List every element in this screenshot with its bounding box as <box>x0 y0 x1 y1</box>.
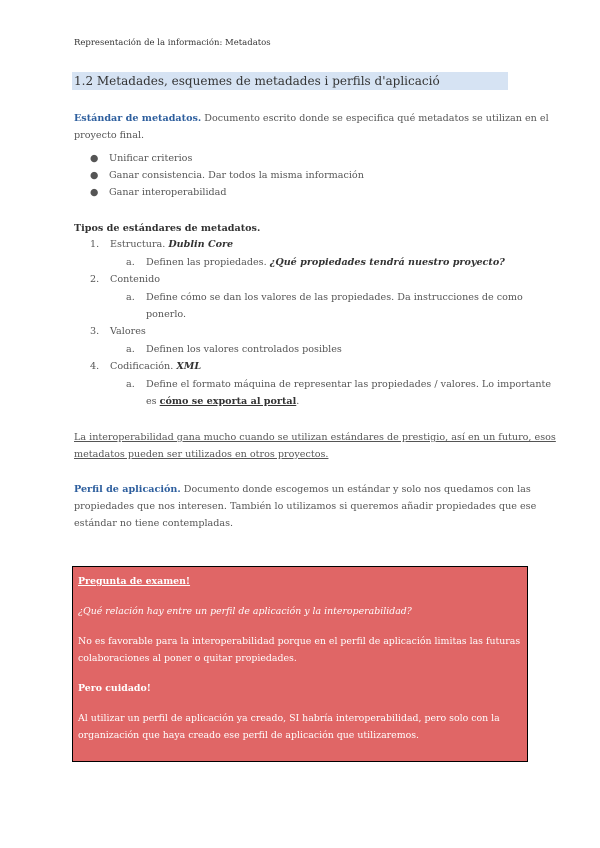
sub-list-marker: a. <box>126 344 135 355</box>
exam-answer-line2: colaboraciones al poner o quitar propiedades. <box>78 653 297 664</box>
standard-definition-line2: proyecto final. <box>74 130 145 141</box>
list-emphasis: XML <box>176 361 202 372</box>
profile-line3: estándar no tiene contempladas. <box>74 518 234 529</box>
standard-definition-cont <box>74 127 144 144</box>
bullet-text: Ganar interoperabilidad <box>109 187 227 198</box>
sub-list-text: Definen las propiedades. <box>146 257 270 268</box>
profile-line1: Documento donde escogemos un estándar y solo nos quedamos con las <box>180 484 531 495</box>
section-heading: 1.2 Metadades, esquemes de metadades i perfils d'aplicació <box>72 72 508 90</box>
bullet-text: Unificar criterios <box>109 153 193 164</box>
exam-question: ¿Qué relación hay entre un perfil de aplicación y la interoperabilidad? <box>78 606 412 617</box>
sub-list-item <box>126 342 342 358</box>
sub-list-item <box>126 377 551 393</box>
sub-list-text: Define el formato máquina de representar las propiedades / valores. Lo importante <box>146 379 552 390</box>
standard-term: Estándar de metadatos. <box>74 113 202 124</box>
exam-note-line1: Al utilizar un perfil de aplicación ya creado, SI habría interoperabilidad, pero solo con la <box>78 713 500 724</box>
running-header: Representación de la información: Metadatos <box>74 38 271 48</box>
types-heading <box>74 220 260 237</box>
sub-list-marker: a. <box>126 292 135 303</box>
bullet-text: Ganar consistencia. Dar todos la misma información <box>109 170 364 181</box>
list-item <box>90 324 146 340</box>
list-marker: 2. <box>90 274 100 285</box>
list-item <box>90 359 201 375</box>
list-label: Estructura. <box>110 239 169 250</box>
profile-definition <box>74 481 531 498</box>
list-marker: 3. <box>90 326 100 337</box>
bullet-item <box>90 151 192 167</box>
exam-answer-line1: No es favorable para la interoperabilidad porque en el perfil de aplicación limitas las futuras <box>78 636 521 647</box>
sub-list-continuation <box>146 307 186 323</box>
exam-title: Pregunta de examen! <box>78 576 191 587</box>
sub-list-item <box>126 255 505 271</box>
list-label: Valores <box>110 326 146 337</box>
exam-callout-box <box>72 566 528 762</box>
list-marker: 4. <box>90 361 100 372</box>
list-emphasis: Dublin Core <box>168 239 234 250</box>
interop-note-line1: La interoperabilidad gana mucho cuando se utilizan estándares de prestigio, así en un futuro, esos <box>74 432 556 443</box>
profile-term: Perfil de aplicación. <box>74 484 181 495</box>
list-marker: 1. <box>90 239 100 250</box>
sub-list-text: es <box>146 396 160 407</box>
bullet-item <box>90 168 364 184</box>
profile-line2: propiedades que nos interesen. También lo utilizamos si queremos añadir propiedades que ese <box>74 501 537 512</box>
standard-definition <box>74 110 549 127</box>
bullet-icon: ● <box>90 153 99 164</box>
sub-list-text: Definen los valores controlados posibles <box>146 344 342 355</box>
list-label: Contenido <box>110 274 160 285</box>
sub-list-marker: a. <box>126 379 135 390</box>
list-item <box>90 272 160 288</box>
exam-caution: Pero cuidado! <box>78 683 151 694</box>
bullet-item <box>90 185 227 201</box>
list-item <box>90 237 233 253</box>
sub-list-emphasis: cómo se exporta al portal <box>159 396 297 407</box>
sub-list-text: . <box>296 396 300 407</box>
sub-list-marker: a. <box>126 257 135 268</box>
standard-definition-line1: Documento escrito donde se especifica qué metadatos se utilizan en el <box>201 113 549 124</box>
sub-list-text: ponerlo. <box>146 309 187 320</box>
exam-note-line2: organización que haya creado ese perfil de aplicación que utilizaremos. <box>78 730 420 741</box>
bullet-icon: ● <box>90 187 99 198</box>
sub-list-item <box>126 290 523 306</box>
sub-list-emphasis: ¿Qué propiedades tendrá nuestro proyecto? <box>269 257 505 268</box>
list-label: Codificación. <box>110 361 177 372</box>
types-heading-text: Tipos de estándares de metadatos. <box>74 223 261 234</box>
sub-list-text: Define cómo se dan los valores de las propiedades. Da instrucciones de como <box>146 292 523 303</box>
bullet-icon: ● <box>90 170 99 181</box>
interop-note-line2: metadatos pueden ser utilizados en otros proyectos. <box>74 449 329 460</box>
sub-list-continuation <box>146 394 299 410</box>
